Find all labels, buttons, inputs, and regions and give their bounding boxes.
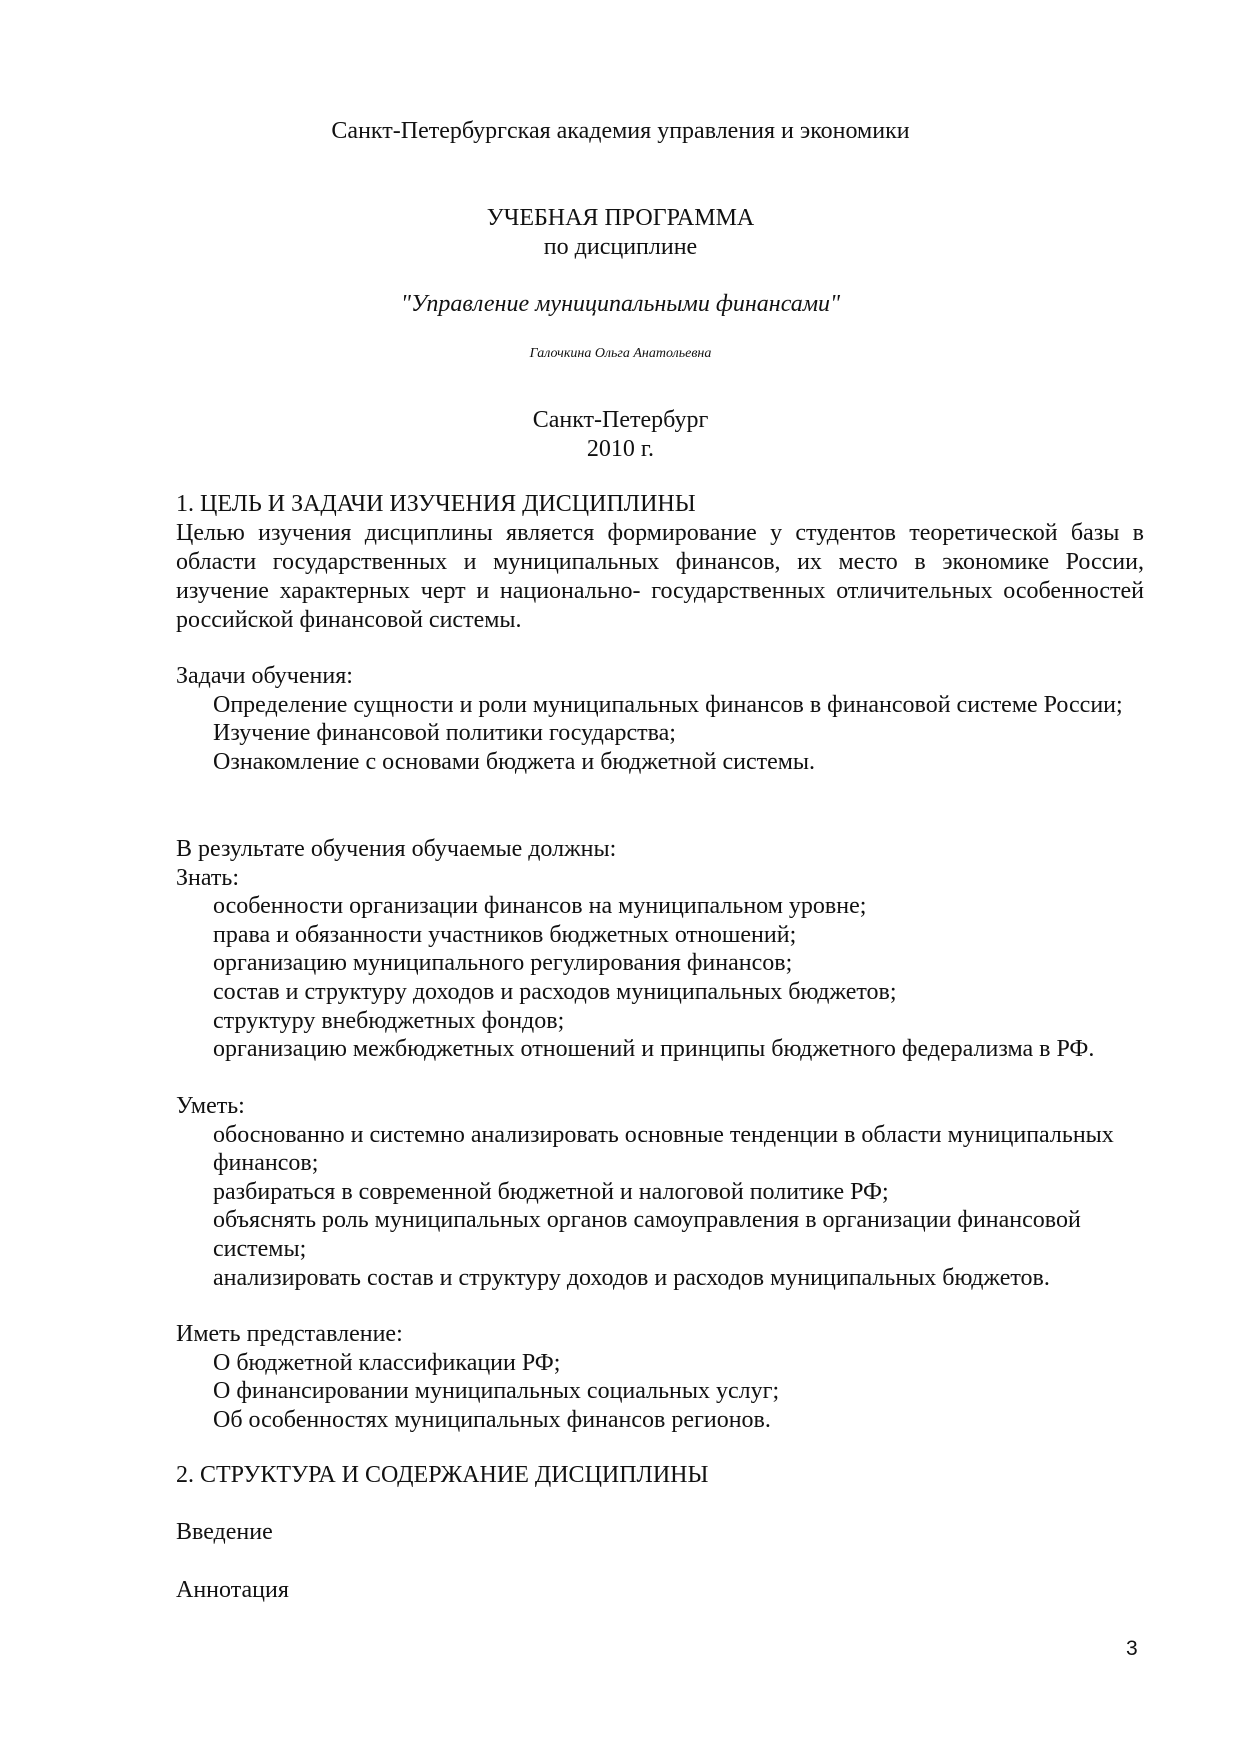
results-block (176, 835, 1144, 1064)
list-item: объяснять роль муниципальных органов самоуправления в организации финансовой системы; (213, 1207, 1081, 1262)
list-item: анализировать состав и структуру доходов и расходов муниципальных бюджетов. (213, 1264, 1050, 1291)
skills-label: Уметь: (176, 1093, 245, 1119)
annotation-heading: Аннотация (176, 1577, 289, 1603)
list-item: состав и структуру доходов и расходов муниципальных бюджетов; (213, 978, 897, 1005)
year: 2010 г. (586, 436, 655, 462)
list-item: разбираться в современной бюджетной и налоговой политике РФ; (213, 1178, 889, 1205)
tasks-block (176, 662, 1144, 776)
list-item: Об особенностях муниципальных финансов регионов. (213, 1406, 771, 1433)
section-2-heading: 2. СТРУКТУРА И СОДЕРЖАНИЕ ДИСЦИПЛИНЫ (176, 1462, 709, 1488)
introduction-heading: Введение (176, 1519, 273, 1545)
list-item: обоснованно и системно анализировать основные тенденции в области муниципальных финансов; (213, 1121, 1114, 1177)
page-number: 3 (1126, 1637, 1138, 1660)
skills-list (176, 1121, 1144, 1293)
list-item: О бюджетной классификации РФ; (213, 1349, 561, 1376)
list-item: структуру внебюджетных фондов; (213, 1007, 565, 1034)
skills-block (176, 1092, 1144, 1292)
list-item: Ознакомление с основами бюджета и бюджетной системы. (213, 748, 816, 775)
section-1-heading: 1. ЦЕЛЬ И ЗАДАЧИ ИЗУЧЕНИЯ ДИСЦИПЛИНЫ (176, 491, 696, 517)
discipline-title: "Управление муниципальными финансами" (400, 291, 841, 317)
city: Санкт-Петербург (532, 407, 709, 433)
list-item: Изучение финансовой политики государства; (213, 720, 676, 747)
section-1-paragraph: Целью изучения дисциплины является формирование у студентов теоретической базы в области государственных и муниципальных финансов, их место в экономике России, изучение характерных черт и национально- государственных отличительных особенностей российской финансовой системы. (176, 520, 1144, 633)
list-item: особенности организации финансов на муниципальном уровне; (213, 893, 867, 920)
document-subtype: по дисциплине (543, 234, 698, 260)
ideas-label: Иметь представление: (176, 1321, 403, 1347)
ideas-list (176, 1349, 1144, 1435)
know-list (176, 892, 1144, 1064)
list-item: О финансировании муниципальных социальных услуг; (213, 1378, 780, 1405)
document-type: УЧЕБНАЯ ПРОГРАММА (486, 205, 755, 231)
tasks-label: Задачи обучения: (176, 663, 353, 689)
list-item: организацию межбюджетных отношений и принципы бюджетного федерализма в РФ. (213, 1036, 1095, 1063)
list-item: организацию муниципального регулирования финансов; (213, 950, 793, 977)
ideas-block (176, 1320, 1144, 1434)
list-item: Определение сущности и роли муниципальных финансов в финансовой системе России; (213, 691, 1123, 718)
tasks-list (176, 691, 1144, 777)
results-label: В результате обучения обучаемые должны: (176, 836, 617, 862)
know-label: Знать: (176, 864, 239, 891)
list-item: права и обязанности участников бюджетных отношений; (213, 921, 797, 948)
author-name: Галочкина Ольга Анатольевна (529, 346, 712, 361)
institution-name: Санкт-Петербургская академия управления и экономики (331, 118, 910, 144)
